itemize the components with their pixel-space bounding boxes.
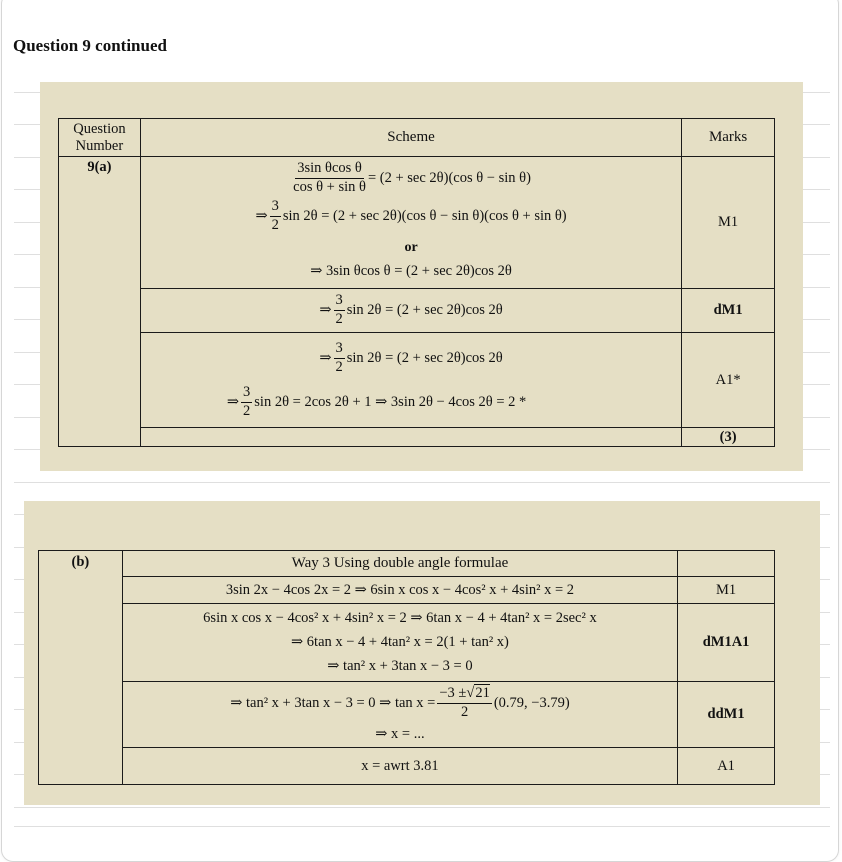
page-title: Question 9 continued [13,36,167,55]
question-number-header: Question Number [59,119,141,157]
equation-text: 6sin x cos x − 4cos² x + 4sin² x = 2 ⇒ 6tan x − 4 + 4tan² x = 2sec² x [203,610,597,627]
equation-text: (0.79, −3.79) [493,695,570,712]
equation-line [123,607,677,631]
scheme-cell [140,333,681,428]
frac-denominator: 2 [243,402,251,419]
scheme-cell: 3sin 2x − 4cos 2x = 2 ⇒ 6sin x cos x − 4cos² x + 4sin² x = 2 [122,577,677,604]
working-step [141,291,681,331]
equation-line [123,655,677,679]
mark-cell: A1* [682,333,775,428]
table-row [39,551,775,577]
equation-line [141,259,681,285]
frac-numerator: −3 ±√21 [437,686,491,704]
table-row [39,682,775,748]
way-heading: Way 3 Using double angle formulae [122,551,677,577]
mark-cell [678,551,775,577]
question-label: (b) [39,551,123,785]
mark-cell: dM1 [682,289,775,333]
equation-text: ⇒ tan² x + 3tan x − 3 = 0 ⇒ tan x = [230,695,436,712]
fraction [437,686,491,721]
equation-text: = (2 + sec 2θ)(cos θ − sin θ) [367,170,531,187]
implies-symbol: ⇒ [255,208,268,225]
equation-text: sin 2θ = (2 + sec 2θ)(cos θ − sin θ)(cos θ + sin θ) [282,208,567,225]
ruled-line [14,826,830,827]
equation-text: sin 2θ = (2 + sec 2θ)cos 2θ [346,349,503,366]
equation-line [123,631,677,655]
table-row [39,604,775,682]
table-row [59,289,775,333]
scheme-cell [122,604,677,682]
frac-numerator-text: −3 ± [439,685,467,702]
fraction [270,199,281,234]
frac-numerator: 3 [270,199,281,217]
equation-text: sin 2θ = (2 + sec 2θ)cos 2θ [346,302,503,319]
scheme-cell: x = awrt 3.81 [122,748,677,785]
scheme-cell [140,157,681,289]
scheme-cell [140,428,681,447]
equation-line [141,161,681,197]
or-text: or [404,239,418,255]
equation-text: ⇒ 3sin θcos θ = (2 + sec 2θ)cos 2θ [310,263,512,280]
working-step [123,607,677,679]
equation-text: ⇒ tan² x + 3tan x − 3 = 0 [327,658,473,675]
table-row [59,333,775,428]
mark-scheme-table-a [58,118,775,447]
mark-cell: dM1A1 [678,604,775,682]
total-mark-cell: (3) [682,428,775,447]
scheme-header: Scheme [140,119,681,157]
frac-denominator: 2 [335,358,343,375]
equation-line [141,237,681,259]
scheme-cell [122,682,677,748]
frac-numerator: 3sin θcos θ [295,161,364,179]
frac-numerator: 3 [334,341,345,359]
table-header-row [59,119,775,157]
ruled-line [14,807,830,808]
table-row [39,748,775,785]
fraction [241,385,252,420]
frac-denominator: cos θ + sin θ [293,179,366,195]
ruled-line [14,482,830,483]
mark-cell: M1 [682,157,775,289]
mark-cell: ddM1 [678,682,775,748]
working-step [141,336,681,424]
mark-cell: M1 [678,577,775,604]
equation-text: sin 2θ = 2cos 2θ + 1 ⇒ 3sin 2θ − 4cos 2θ = 2 * [254,393,527,410]
fraction [334,341,345,376]
scheme-cell [140,289,681,333]
equation-line [123,724,677,746]
equation-text: ⇒ x = ... [375,726,425,743]
frac-denominator: 2 [460,704,469,720]
mark-scheme-table-b [38,550,775,785]
frac-numerator: 3 [241,385,252,403]
fraction [293,161,366,196]
equation-line [141,197,681,237]
working-step [123,684,677,746]
table-row [39,577,775,604]
equation-line [141,291,681,331]
marks-header: Marks [682,119,775,157]
sqrt-radicand: 21 [475,685,490,702]
frac-denominator: 2 [335,311,343,327]
implies-symbol: ⇒ [319,349,332,366]
mark-cell: A1 [678,748,775,785]
equation-line [123,684,677,724]
implies-symbol: ⇒ [319,302,332,319]
question-label: 9(a) [59,157,141,447]
working-step [141,161,681,285]
fraction [334,293,345,328]
equation-line [141,380,681,424]
table-row [59,428,775,447]
equation-text: ⇒ 6tan x − 4 + 4tan² x = 2(1 + tan² x) [291,634,509,651]
frac-numerator: 3 [334,293,345,311]
equation-line [141,336,681,380]
frac-denominator: 2 [271,217,279,233]
table-row [59,157,775,289]
implies-symbol: ⇒ [226,393,240,410]
